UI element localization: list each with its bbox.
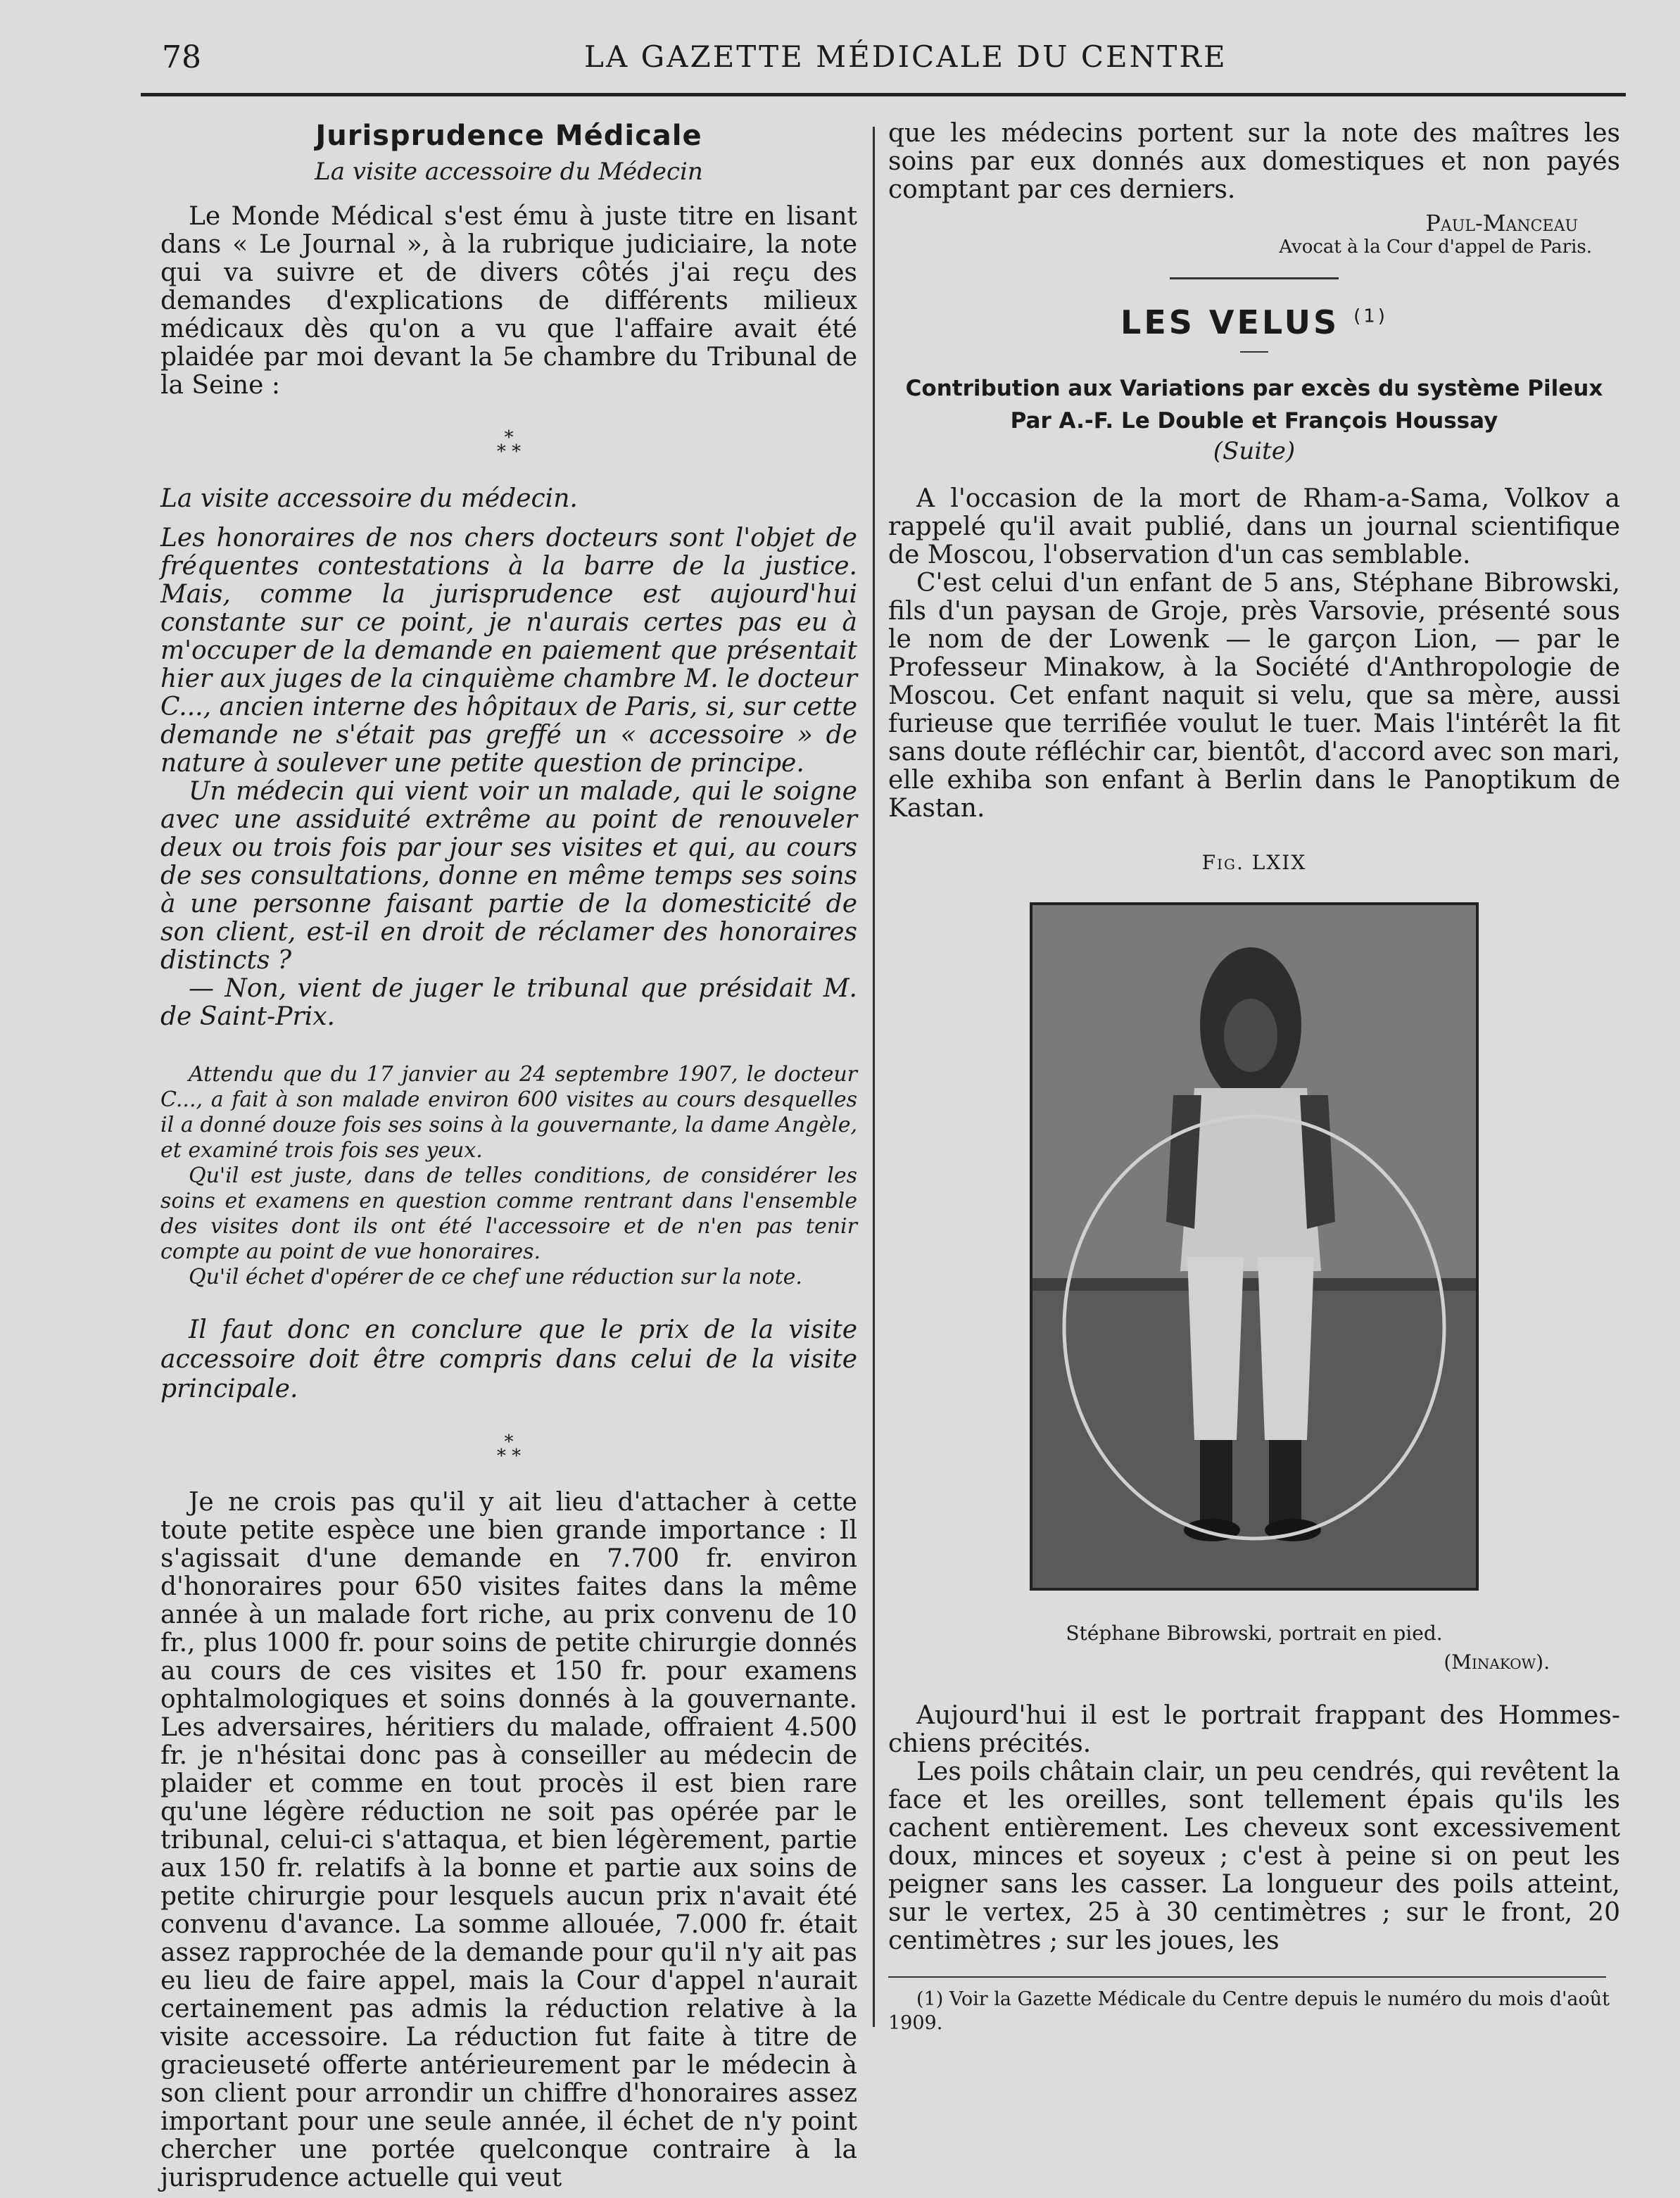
- quote-paragraph-2: Un médecin qui vient voir un malade, qui le soigne avec une assiduité extrême au point de renouveler deux ou trois fois par jour ses visites et qui, au cours de ses consultations, donne en même temps ses soins à une personne faisant partie de la domesticité de son client, est-il en droit de réclamer des honoraires distincts ?: [160, 777, 857, 975]
- page-number: 78: [162, 39, 201, 75]
- running-title: LA GAZETTE MÉDICALE DU CENTRE: [584, 39, 1227, 74]
- commentary-paragraph: Je ne crois pas qu'il y ait lieu d'attacher à cette toute petite espèce une bien grande importance : Il s'agissait d'une demande en 7.700 fr. environ d'honoraires pour 650 visites faites dans la même année à un malade fort riche, au prix convenu de 10 fr., plus 1000 fr. pour soins de petite chirurgie donnés au cours de ces visites et 150 fr. pour examens ophtalmologiques et soins donnés à la gouvernante. Les adversaires, héritiers du malade, offraient 4.500 fr. je n'hésitai donc pas à conseiller au médecin de plaider et comme en tout procès il est bien rare qu'une légère réduction ne soit pas opérée par le tribunal, celui-ci s'attaqua, et bien légèrement, partie aux 150 fr. relatifs à la bonne et partie aux soins de petite chirurgie pour lesquels aucun prix n'avait été convenu d'avance. La somme allouée, 7.000 fr. était assez rapprochée de la demande pour qu'il n'y ait pas eu lieu de faire appel, mais la Cour d'appel n'aurait certainement pas admis la réduction relative à la visite accessoire. La réduction fut faite à titre de gracieuseté offerte antérieurement par le médecin à son client pour arrondir un chiffre d'honoraires assez important pour une seule année, il échet de n'y point chercher une portée quelconque contraire à la jurisprudence actuelle qui veut: [160, 1488, 857, 2192]
- author-signature: Paul-Manceau: [1425, 210, 1578, 236]
- quote-paragraph-3: — Non, vient de juger le tribunal que présidait M. de Saint-Prix.: [160, 974, 857, 1031]
- column-divider: [873, 127, 875, 2027]
- section-title: Jurisprudence Médicale: [315, 120, 702, 152]
- section-subtitle: La visite accessoire du Médecin: [315, 158, 703, 186]
- footnote-marker: (1): [1353, 305, 1388, 327]
- figure-label: Fig. LXIX: [1201, 851, 1307, 874]
- page-header: [141, 39, 1626, 84]
- title-rule: [1240, 351, 1268, 353]
- article-paragraph-1: A l'occasion de la mort de Rham-a-Sama, Volkov a rappelé qu'il avait publié, dans un journal scientifique de Moscou, l'observation d'un cas semblable.: [888, 484, 1620, 569]
- judgment-paragraph-3: Qu'il échet d'opérer de ce chef une réduction sur la note.: [189, 1265, 802, 1289]
- article-title: [888, 303, 1620, 341]
- header-rule: [141, 93, 1626, 96]
- author-role: Avocat à la Cour d'appel de Paris.: [1279, 236, 1592, 258]
- asterism-2: * * *: [496, 1432, 522, 1467]
- article-authors: Par A.-F. Le Double et François Houssay: [1010, 408, 1498, 434]
- asterism: * * *: [496, 427, 522, 462]
- intro-paragraph: Le Monde Médical s'est ému à juste titre en lisant dans « Le Journal », à la rubrique judiciaire, la note qui va suivre et de divers côtés j'ai reçu des demandes d'explications de différents milieux médicaux dès qu'on a vu que l'affaire avait été plaidée par moi devant la 5e chambre du Tribunal de la Seine :: [160, 202, 857, 400]
- figure-credit: (Minakow).: [1444, 1650, 1550, 1674]
- judgment-text: [160, 1062, 857, 1290]
- section-separator: [1170, 277, 1339, 279]
- footnote-rule: [888, 1976, 1606, 1978]
- footnote: (1) Voir la Gazette Médicale du Centre depuis le numéro du mois d'août 1909.: [888, 1988, 1610, 2034]
- portrait-photo: [1030, 902, 1479, 1591]
- article-paragraph-4: Les poils châtain clair, un peu cendrés, qui revêtent la face et les oreilles, sont tellement épais qu'ils les cachent entièrement. Les cheveux sont excessivement doux, minces et soyeux ; c'est à peine si on peut les peigner sans les casser. La longueur des poils atteint, sur le vertex, 25 à 30 centimètres ; sur le front, 20 centimètres ; sur les joues, les: [888, 1757, 1620, 1955]
- continuation-paragraph: que les médecins portent sur la note des maîtres les soins par eux donnés aux domestiques et non payés comptant par ces derniers.: [888, 119, 1620, 204]
- quote-heading: La visite accessoire du médecin.: [160, 484, 578, 513]
- figure-caption: Stéphane Bibrowski, portrait en pied.: [1066, 1622, 1443, 1645]
- quote-paragraph-1: Les honoraires de nos chers docteurs sont l'objet de fréquentes contestations à la barre de la justice. Mais, comme la jurisprudence est aujourd'hui constante sur ce point, je n'aurais certes pas eu à m'occuper de la demande en paiement que présentait hier aux juges de la cinquième chambre M. le docteur C..., ancien interne des hôpitaux de Paris, si, sur cette demande ne s'était pas greffé un « accessoire » de nature à soulever une petite question de principe.: [160, 524, 857, 778]
- judgment-paragraph-1: Attendu que du 17 janvier au 24 septembre 1907, le docteur C..., a fait à son malade environ 600 visites au cours desquelles il a donné douze fois ses soins à la gouvernante, la dame Angèle, et examiné trois fois ses yeux.: [160, 1062, 857, 1163]
- article-title-text: LES VELUS: [1120, 303, 1340, 341]
- article-subtitle: Contribution aux Variations par excès du système Pileux: [905, 376, 1603, 401]
- article-paragraph-3: Aujourd'hui il est le portrait frappant des Hommes-chiens précités.: [888, 1701, 1620, 1758]
- portrait-illustration: [1032, 905, 1476, 1588]
- judgment-paragraph-2: Qu'il est juste, dans de telles conditions, de considérer les soins et examens en question comme rentrant dans l'ensemble des visites dont ils ont été l'accessoire et de n'en pas tenir compte au point de vue honoraires.: [160, 1163, 857, 1264]
- right-column: [888, 120, 1620, 2035]
- suite-label: (Suite): [1213, 437, 1296, 465]
- article-paragraph-2: C'est celui d'un enfant de 5 ans, Stéphane Bibrowski, fils d'un paysan de Groje, près Varsovie, présenté sous le nom de der Lowenk — le garçon Lion, — par le Professeur Minakow, à la Société d'Anthropologie de Moscou. Cet enfant naquit si velu, que sa mère, aussi furieuse que terrifiée voulut le tuer. Mais l'intérêt la fit sans doute réfléchir car, bientôt, d'accord avec son mari, elle exhiba son enfant à Berlin dans le Panoptikum de Kastan.: [888, 569, 1620, 823]
- left-column: [160, 120, 857, 2192]
- conclusion-paragraph: Il faut donc en conclure que le prix de la visite accessoire doit être compris dans celui de la visite principale.: [160, 1315, 857, 1403]
